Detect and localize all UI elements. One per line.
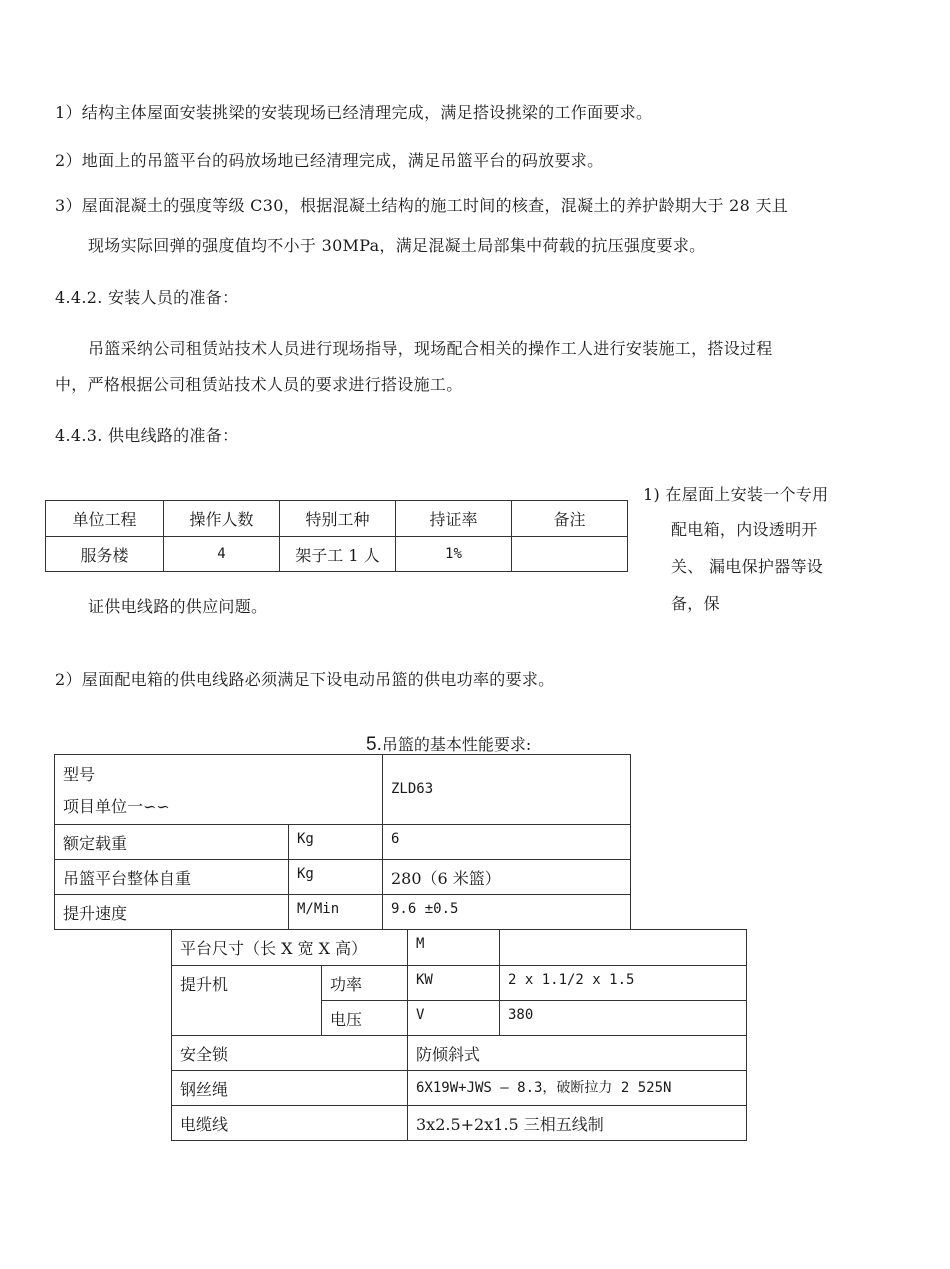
spec-platform-row [172, 930, 747, 966]
spec-platform-name: 平台尺寸（长 X 宽 X 高） [172, 930, 408, 966]
spec-table [171, 929, 747, 1141]
spec-power-unit: KW [408, 966, 500, 1001]
spec-platform-unit: M [408, 930, 500, 966]
paragraph-4-line-2: 中，严格根据公司租赁站技术人员的要求进行搭设施工。 [55, 375, 463, 394]
spec-lock-name: 安全锁 [172, 1036, 408, 1071]
spec-cable-name: 电缆线 [172, 1106, 408, 1141]
perf-row-name: 额定载重 [55, 825, 289, 860]
perf-row-value: 280（6 米篮） [383, 860, 631, 895]
spec-lock-value: 防倾斜式 [408, 1036, 747, 1071]
spec-power-value: 2 x 1.1/2 x 1.5 [500, 966, 747, 1001]
perf-row-unit: M/Min [289, 895, 383, 930]
spec-platform-value [500, 930, 747, 966]
side-text-line-2: 配电箱，内设透明开 [671, 520, 818, 539]
spec-rope-name: 钢丝绳 [172, 1071, 408, 1106]
perf-row [55, 825, 631, 860]
paragraph-5: 证供电线路的供应问题。 [88, 597, 268, 616]
staff-table [45, 500, 628, 572]
spec-power-label: 功率 [322, 966, 408, 1001]
perf-model-row [55, 755, 631, 825]
spec-cable-value: 3x2.5+2x1.5 三相五线制 [408, 1106, 747, 1141]
staff-table-row [46, 537, 628, 572]
staff-cell: 1% [395, 537, 511, 572]
staff-header-cell: 持证率 [395, 501, 511, 537]
perf-model-label-cell [55, 755, 383, 825]
perf-model-value: ZLD63 [383, 755, 631, 825]
perf-row-name: 提升速度 [55, 895, 289, 930]
spec-rope-value: 6X19W+JWS — 8.3，破断拉力 2 525N [408, 1071, 747, 1106]
section-heading-4-4-3: 4.4.3. 供电线路的准备： [55, 426, 239, 445]
spec-voltage-unit: V [408, 1001, 500, 1036]
spec-voltage-value: 380 [500, 1001, 747, 1036]
perf-row [55, 860, 631, 895]
paragraph-1: 1）结构主体屋面安装挑梁的安装现场已经清理完成，满足搭设挑梁的工作面要求。 [55, 103, 653, 122]
paragraph-2: 2）地面上的吊篮平台的码放场地已经清理完成，满足吊篮平台的码放要求。 [55, 151, 604, 170]
section-5-title: 吊篮的基本性能要求: [381, 735, 532, 754]
perf-row [55, 895, 631, 930]
perf-row-value: 9.6 ±0.5 [383, 895, 631, 930]
section-5-number: 5. [366, 734, 382, 755]
spec-cable-row [172, 1106, 747, 1141]
staff-header-cell: 备注 [511, 501, 627, 537]
spec-voltage-label: 电压 [322, 1001, 408, 1036]
staff-cell: 架子工 1 人 [279, 537, 395, 572]
perf-project-unit-label: 项目单位一∽∽ [63, 797, 170, 816]
side-text-line-3: 关、 漏电保护器等设 [671, 557, 824, 576]
paragraph-3-line-2: 现场实际回弹的强度值均不小于 30MPa，满足混凝土局部集中荷载的抗压强度要求。 [88, 236, 706, 255]
paragraph-6: 2）屋面配电箱的供电线路必须满足下设电动吊篮的供电功率的要求。 [55, 670, 555, 689]
staff-cell [511, 537, 627, 572]
spec-hoist-name: 提升机 [172, 966, 322, 1036]
staff-cell: 服务楼 [46, 537, 164, 572]
performance-table [54, 754, 631, 930]
perf-row-value: 6 [383, 825, 631, 860]
paragraph-3-line-1: 3）屋面混凝土的强度等级 C30，根据混凝土结构的施工时间的核查，混凝土的养护龄期大于 28 天且 [55, 196, 789, 215]
spec-rope-row [172, 1071, 747, 1106]
perf-row-unit: Kg [289, 825, 383, 860]
perf-row-unit: Kg [289, 860, 383, 895]
side-text-line-1: 1) 在屋面上安装一个专用 [643, 485, 829, 504]
perf-row-name: 吊篮平台整体自重 [55, 860, 289, 895]
paragraph-4-line-1: 吊篮采纳公司租赁站技术人员进行现场指导，现场配合相关的操作工人进行安装施工，搭设过程 [88, 339, 773, 358]
staff-table-header-row [46, 501, 628, 537]
perf-model-label: 型号 [63, 765, 96, 784]
spec-lock-row [172, 1036, 747, 1071]
staff-header-cell: 特别工种 [279, 501, 395, 537]
staff-header-cell: 单位工程 [46, 501, 164, 537]
side-text-line-4: 备，保 [671, 594, 720, 613]
staff-header-cell: 操作人数 [164, 501, 280, 537]
section-heading-5 [366, 732, 531, 756]
staff-cell: 4 [164, 537, 280, 572]
section-heading-4-4-2: 4.4.2. 安装人员的准备： [55, 288, 239, 307]
spec-power-row [172, 966, 747, 1001]
